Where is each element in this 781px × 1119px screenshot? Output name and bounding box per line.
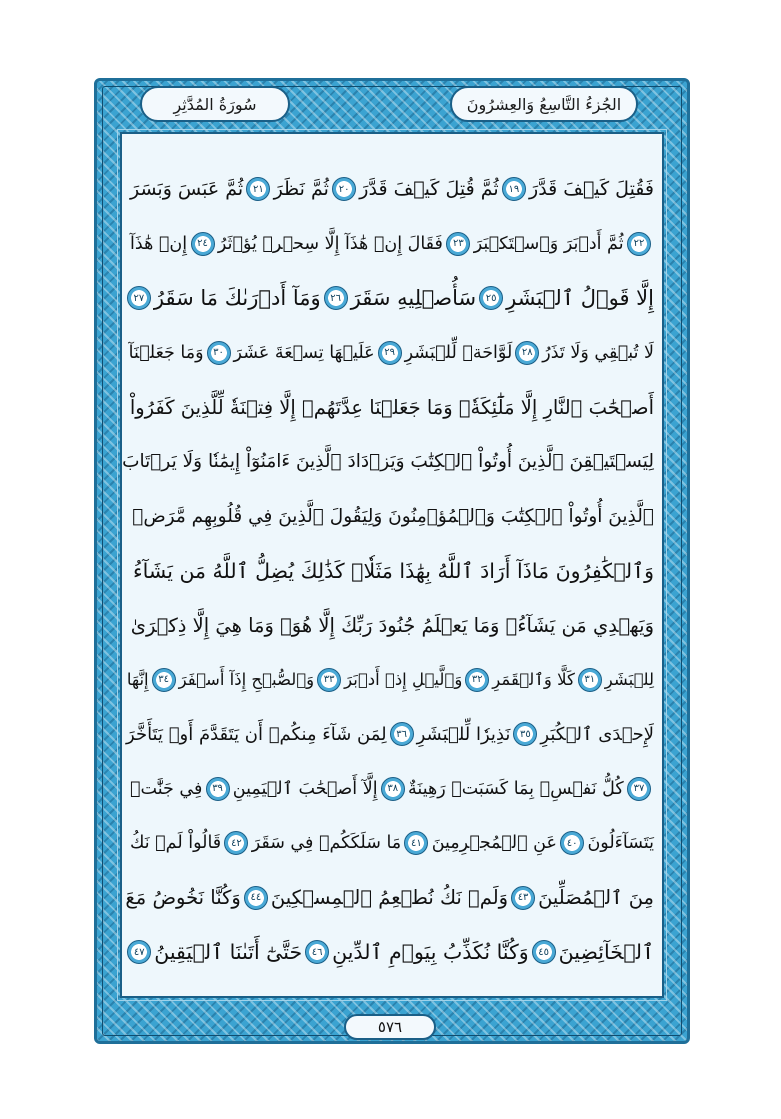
text-line (122, 326, 662, 380)
verse-text-segment: وَكُنَّا نُكَذِّبُ بِيَوۡمِ ٱلدِّينِ (332, 940, 529, 964)
ayah-number-marker: ٢٦ (324, 286, 348, 310)
verse-text-segment: لَا تُبۡقِي وَلَا تَذَرُ (542, 342, 654, 363)
verse-text-segment: لِيَسۡتَيۡقِنَ ٱلَّذِينَ أُوتُواْ ٱلۡكِتَٰبَ وَيَزۡدَادَ ٱلَّذِينَ ءَامَنُوٓاْ إِيمَٰنٗا وَلَا يَرۡتَابَ (122, 451, 654, 472)
verse-text-segment: فَقُتِلَ كَيۡفَ قَدَّرَ (529, 178, 654, 200)
ayah-number-marker: ٣٧ (627, 777, 651, 801)
verse-text-segment: يَتَسَآءَلُونَ (587, 833, 654, 853)
verse-text-segment: سَأُصۡلِيهِ سَقَرَ (350, 286, 477, 310)
verse-text-segment: وَيَهۡدِي مَن يَشَآءُۚ وَمَا يَعۡلَمُ جُنُودَ رَبِّكَ إِلَّا هُوَۚ وَمَا هِيَ إِلَّا ذِكۡرَىٰ (130, 613, 654, 637)
text-line (122, 925, 662, 979)
ayah-number-marker: ٢٩ (378, 341, 402, 365)
ayah-number-marker: ٤٥ (532, 940, 556, 964)
juz-title-box (450, 86, 638, 122)
verse-text-segment: وَٱلَّيۡلِ إِذۡ أَدۡبَرَ (344, 670, 463, 689)
verse-text-segment: ثُمَّ قُتِلَ كَيۡفَ قَدَّرَ (359, 178, 499, 200)
ayah-number-marker: ١٩ (502, 177, 526, 201)
surah-title-box (140, 86, 290, 122)
verse-text-segment: فَقَالَ إِنۡ هَٰذَآ إِلَّا سِحۡرٞ يُؤۡثَرُ (217, 233, 443, 254)
ayah-number-marker: ٢٨ (515, 341, 539, 365)
verse-text-segment: وَٱلصُّبۡحِ إِذَآ أَسۡفَرَ (178, 670, 315, 689)
ayah-number-marker: ٢٣ (446, 232, 470, 256)
ayah-number-marker: ٢٤ (191, 232, 215, 256)
verse-text-segment: وَٱلۡكَٰفِرُونَ مَاذَآ أَرَادَ ٱللَّهُ بِهَٰذَا مَثَلٗاۚ كَذَٰلِكَ يُضِلُّ ٱللَّهُ مَن يَشَآءُ (133, 558, 654, 583)
text-line (122, 380, 662, 434)
verse-text-segment: مَا سَلَكَكُمۡ فِي سَقَرَ (251, 833, 402, 853)
verse-text-segment: وَمَآ أَدۡرَىٰكَ مَا سَقَرُ (153, 286, 321, 310)
ayah-number-marker: ٣١ (578, 668, 602, 692)
verse-text-segment: كُلُّ نَفۡسِۭ بِمَا كَسَبَتۡ رَهِينَةٌ (408, 778, 624, 799)
verse-text-segment: فِي جَنَّٰتٖ (130, 778, 203, 799)
text-line (122, 762, 662, 816)
ayah-number-marker: ٤٠ (560, 831, 584, 855)
ayah-number-marker: ٤٦ (305, 940, 329, 964)
verse-text-segment: لَوَّاحَةٞ لِّلۡبَشَرِ (404, 342, 513, 363)
ayah-number-marker: ٣٤ (152, 668, 176, 692)
ayah-number-marker: ٤١ (404, 831, 428, 855)
ayah-number-marker: ٣٥ (513, 722, 537, 746)
verse-text-segment: إِنۡ هَٰذَآ (130, 233, 188, 254)
text-line (122, 598, 662, 652)
verse-text-segment: ٱلۡخَآئِضِينَ (558, 940, 654, 964)
verse-text-segment: نَذِيرٗا لِّلۡبَشَرِ (416, 723, 511, 745)
verse-text-segment: مِنَ ٱلۡمُصَلِّينَ (538, 886, 654, 909)
verse-text-segment: ثُمَّ نَظَرَ (273, 178, 329, 200)
verse-text-segment: لَإِحۡدَى ٱلۡكُبَرِ (540, 723, 654, 745)
ayah-number-marker: ٤٢ (224, 831, 248, 855)
verse-text-segment: لِلۡبَشَرِ (604, 670, 654, 689)
text-line (122, 217, 662, 271)
ayah-number-marker: ٣٦ (390, 722, 414, 746)
verse-text-segment: ثُمَّ أَدۡبَرَ وَٱسۡتَكۡبَرَ (473, 233, 624, 254)
text-line (122, 816, 662, 870)
verse-text-segment: وَلَمۡ نَكُ نُطۡعِمُ ٱلۡمِسۡكِينَ (270, 886, 509, 909)
text-line (122, 489, 662, 543)
ayah-number-marker: ٢١ (246, 177, 270, 201)
ayah-number-marker: ٢٧ (127, 286, 151, 310)
surah-title: سُورَةُ المُدَّثِرِ (173, 94, 257, 114)
verse-text-segment: ثُمَّ عَبَسَ وَبَسَرَ (130, 178, 244, 200)
verse-text-segment: قَالُواْ لَمۡ نَكُ (130, 833, 222, 853)
verse-text-segment: إِلَّآ أَصۡحَٰبَ ٱلۡيَمِينِ (232, 778, 378, 799)
ayah-number-marker: ٣٢ (465, 668, 489, 692)
verse-text-segment: كَلَّا وَٱلۡقَمَرِ (492, 670, 575, 689)
text-line (122, 435, 662, 489)
ayah-number-marker: ٣٨ (381, 777, 405, 801)
ayah-number-marker: ٢٥ (479, 286, 503, 310)
verse-text-segment: حَتَّىٰٓ أَتَىٰنَا ٱلۡيَقِينُ (154, 940, 303, 964)
verse-text-segment: وَمَا جَعَلۡنَآ (128, 342, 204, 363)
text-line (122, 271, 662, 325)
verse-text-segment: إِلَّا قَوۡلُ ٱلۡبَشَرِ (506, 286, 654, 310)
ayah-number-marker: ٣٩ (206, 777, 230, 801)
ayah-number-marker: ٤٧ (127, 940, 151, 964)
ayah-number-marker: ٣٠ (207, 341, 231, 365)
ayah-number-marker: ٤٣ (511, 886, 535, 910)
verse-text-segment: لِمَن شَآءَ مِنكُمۡ أَن يَتَقَدَّمَ أَوۡ يَتَأَخَّرَ (126, 723, 387, 745)
text-line (122, 653, 662, 707)
text-line (122, 544, 662, 598)
verse-text-segment: عَلَيۡهَا تِسۡعَةَ عَشَرَ (233, 342, 375, 363)
ayah-number-marker: ٢٠ (332, 177, 356, 201)
quran-text-panel (120, 132, 664, 998)
text-line (122, 707, 662, 761)
verse-text-segment: ٱلَّذِينَ أُوتُواْ ٱلۡكِتَٰبَ وَٱلۡمُؤۡمِنُونَ وَلِيَقُولَ ٱلَّذِينَ فِي قُلُوبِهِم مَّرَضٞ (132, 505, 654, 527)
page-number: ٥٧٦ (377, 1018, 403, 1036)
text-line (122, 162, 662, 216)
verse-text-segment: عَنِ ٱلۡمُجۡرِمِينَ (431, 833, 557, 853)
ayah-number-marker: ٢٢ (627, 232, 651, 256)
verse-text-segment: وَكُنَّا نَخُوضُ مَعَ (125, 886, 241, 909)
page-number-box (344, 1014, 436, 1040)
verse-text-segment: أَصۡحَٰبَ ٱلنَّارِ إِلَّا مَلَٰٓئِكَةٗۖ وَمَا جَعَلۡنَا عِدَّتَهُمۡ إِلَّا فِتۡنَةٗ لِّلَّذِينَ كَفَرُواْ (129, 395, 654, 419)
text-line (122, 871, 662, 925)
ayah-number-marker: ٣٣ (317, 668, 341, 692)
verse-text-segment: إِنَّهَا (126, 670, 149, 689)
ayah-number-marker: ٤٤ (244, 886, 268, 910)
juz-title: الجُزءُ التَّاسِعُ وَالعِشرُونَ (466, 94, 622, 114)
